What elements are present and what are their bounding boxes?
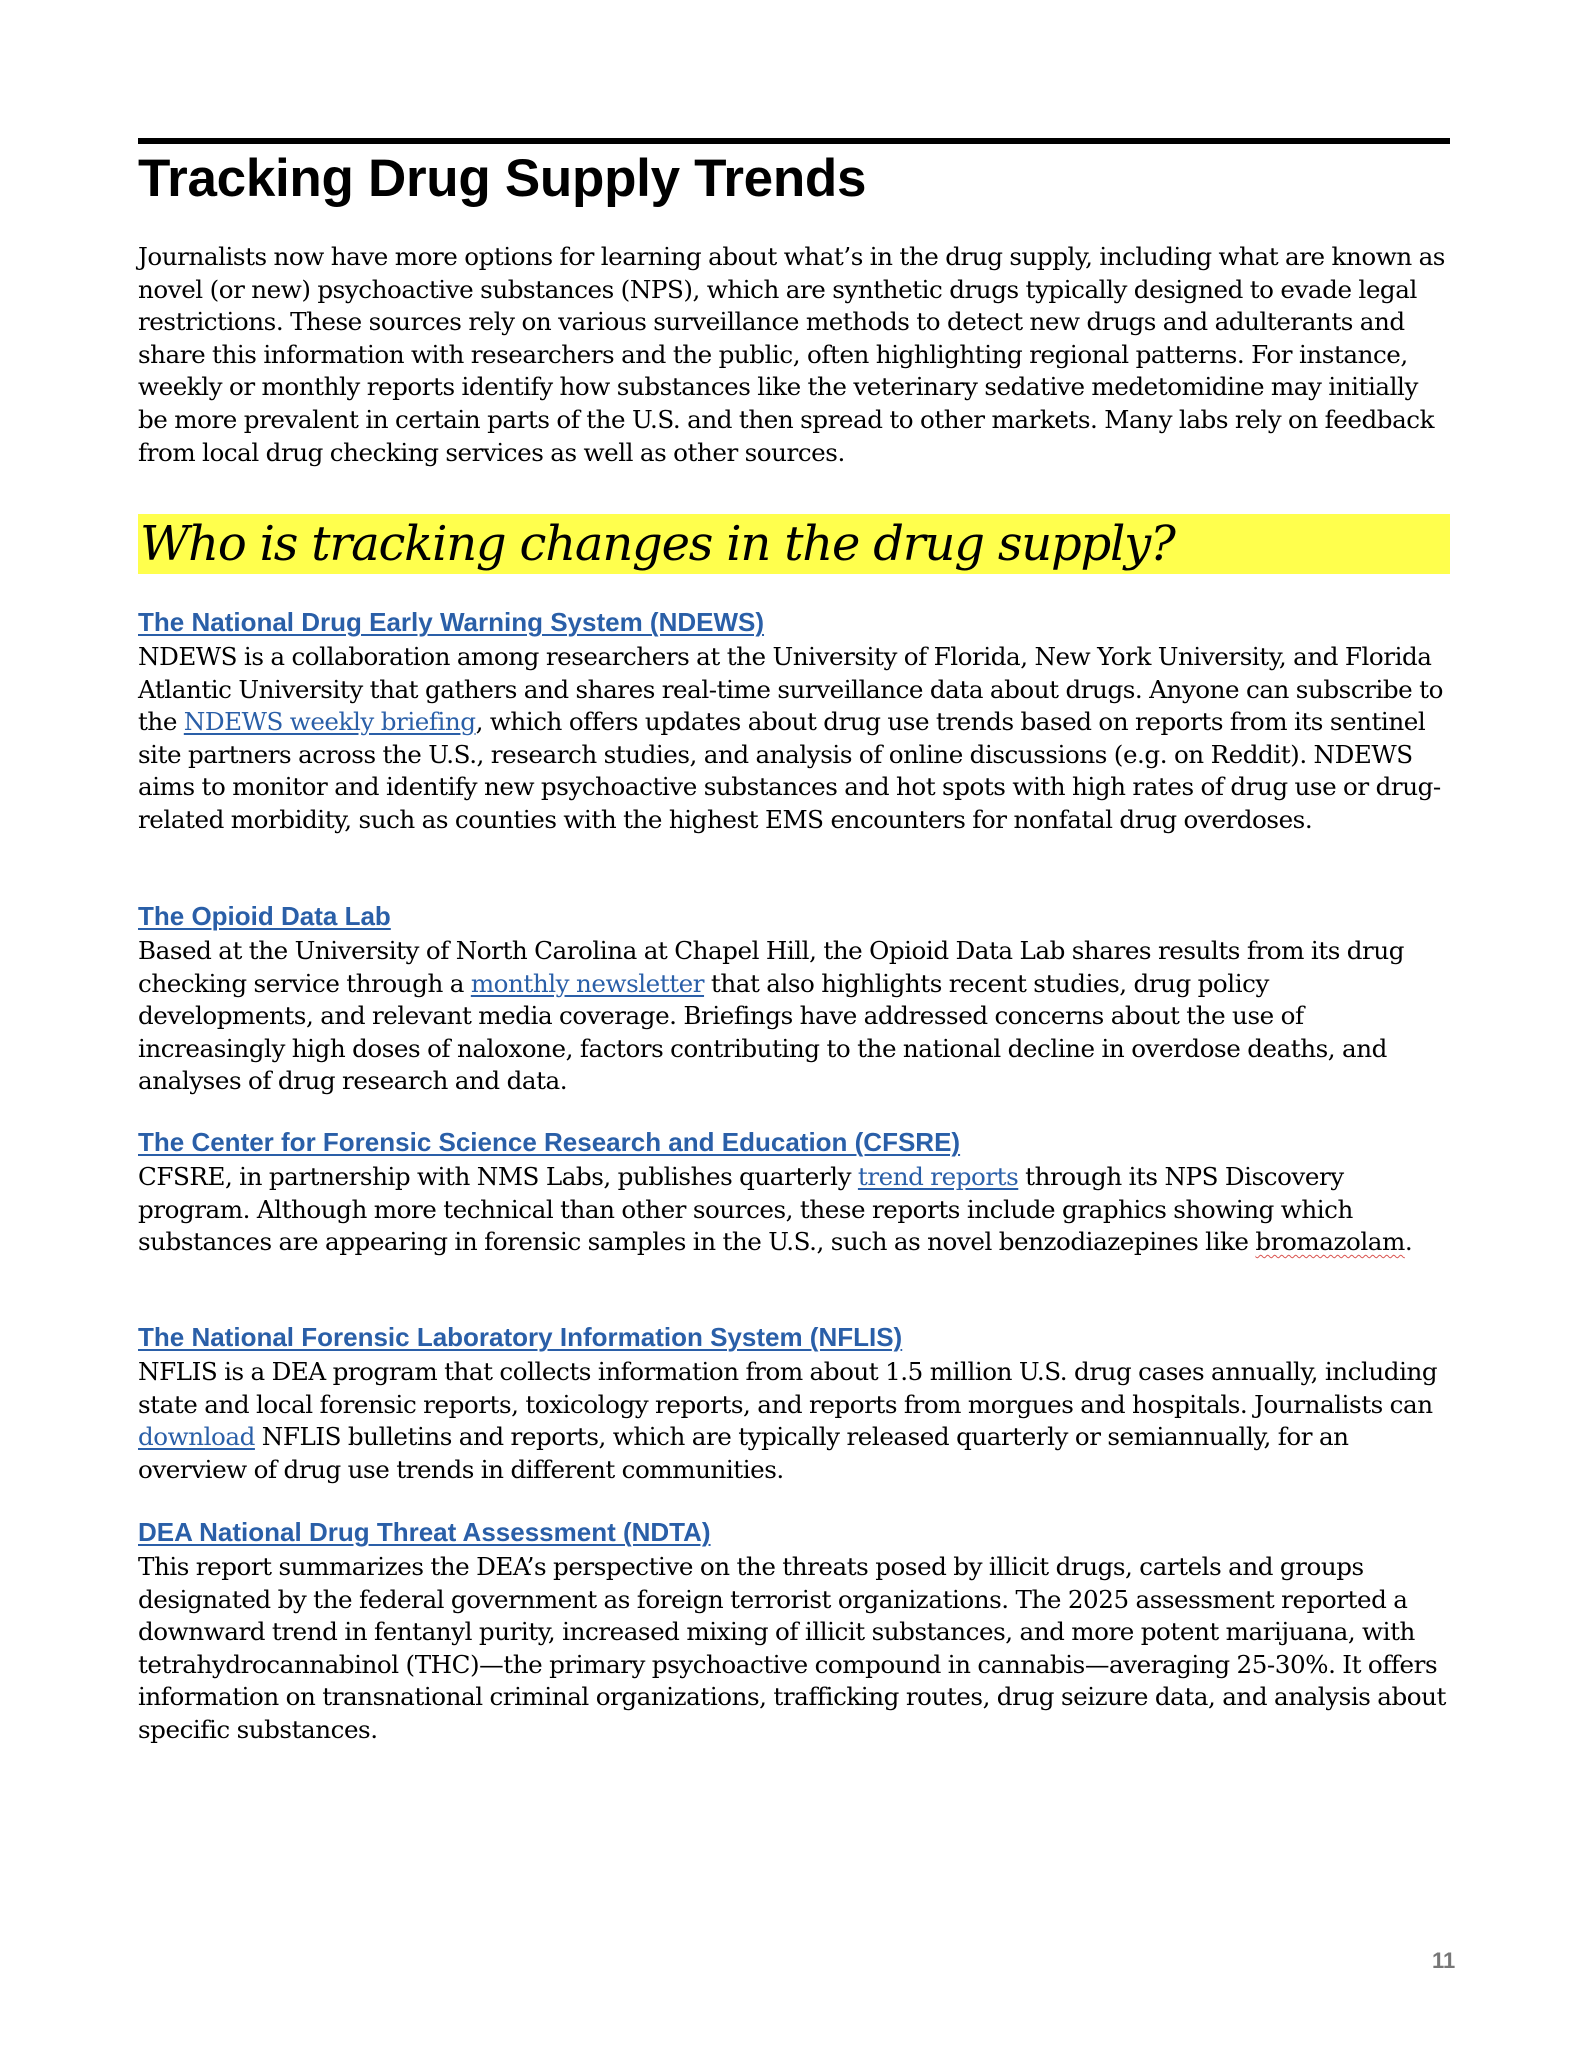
cfsre-text-middle: through its NPS Discovery program. Although more technical than other sources, these reports include graphics showing which substances are appearing in forensic samples in the U.S., such as novel benzodiazepines like — [138, 1162, 1353, 1257]
opioid-data-lab-title-link[interactable]: The Opioid Data Lab — [138, 901, 391, 931]
section-ndta — [138, 1515, 1450, 1747]
cfsre-paragraph — [138, 1161, 1450, 1259]
ndews-paragraph — [138, 641, 1450, 837]
top-rule — [138, 138, 1450, 144]
download-link[interactable]: download — [138, 1422, 255, 1452]
spellcheck-marked-word: bromazolam — [1255, 1227, 1405, 1257]
section-nflis — [138, 1320, 1450, 1486]
cfsre-title-link[interactable]: The Center for Forensic Science Research and Education (CFSRE) — [138, 1127, 961, 1157]
page-title: Tracking Drug Supply Trends — [138, 149, 867, 208]
nflis-paragraph — [138, 1356, 1450, 1486]
cfsre-text-after: . — [1404, 1227, 1413, 1257]
cfsre-text-before: CFSRE, in partnership with NMS Labs, publishes quarterly — [138, 1162, 858, 1191]
section-cfsre — [138, 1125, 1450, 1259]
trend-reports-link[interactable]: trend reports — [857, 1162, 1019, 1191]
ndews-briefing-link[interactable]: NDEWS weekly briefing — [183, 707, 476, 737]
nflis-text-after: NFLIS bulletins and reports, which are typically released quarterly or semiannually, for an overview of drug use trends in different communities. — [138, 1422, 1349, 1484]
question-heading: Who is tracking changes in the drug supply? — [140, 516, 1175, 572]
odl-text-before: Based at the University of North Carolina at Chapel Hill, the Opioid Data Lab shares results from its drug checking service through a — [138, 936, 1405, 998]
monthly-newsletter-link[interactable]: monthly newsletter — [470, 968, 705, 998]
question-heading-highlight — [138, 514, 1450, 574]
odl-text-after: that also highlights recent studies, drug policy developments, and relevant media coverage. Briefings have addressed concerns about the use of increasingly high doses of naloxone, factors contributing to the national decline in overdose deaths, and analyses of drug research and data. — [138, 968, 1387, 1096]
intro-paragraph: Journalists now have more options for learning about what’s in the drug supply, including what are known as novel (or new) psychoactive substances (NPS), which are synthetic drugs typically designed to evade legal restrictions. These sources rely on various surveillance methods to detect new drugs and adulterants and share this information with researchers and the public, often highlighting regional patterns. For instance, weekly or monthly reports identify how substances like the veterinary sedative medetomidine may initially be more prevalent in certain parts of the U.S. and then spread to other markets. Many labs rely on feedback from local drug checking services as well as other sources. — [138, 242, 1445, 467]
ndta-title-link[interactable]: DEA National Drug Threat Assessment (NDTA) — [138, 1517, 711, 1547]
opioid-data-lab-paragraph — [138, 935, 1450, 1098]
ndews-title-link[interactable]: The National Drug Early Warning System (NDEWS) — [138, 607, 765, 637]
nflis-title-link[interactable]: The National Forensic Laboratory Information System (NFLIS) — [138, 1322, 903, 1352]
ndews-text-before: NDEWS is a collaboration among researchers at the University of Florida, New York University, and Florida Atlantic University that gathers and shares real-time surveillance data about drugs. Anyone can subscribe to the — [138, 642, 1443, 737]
page-number: 11 — [1432, 1948, 1456, 1973]
ndews-text-after: , which offers updates about drug use trends based on reports from its sentinel site partners across the U.S., research studies, and analysis of online discussions (e.g. on Reddit). NDEWS aims to monitor and identify new psychoactive substances and hot spots with high rates of drug use or drug-related morbidity, such as counties with the highest EMS encounters for nonfatal drug overdoses. — [138, 707, 1441, 834]
section-ndews — [138, 605, 1450, 837]
nflis-text-before: NFLIS is a DEA program that collects information from about 1.5 million U.S. drug cases annually, including state and local forensic reports, toxicology reports, and reports from morgues and hospitals. Journalists can — [138, 1357, 1438, 1419]
section-opioid-data-lab — [138, 899, 1450, 1098]
ndta-paragraph: This report summarizes the DEA’s perspective on the threats posed by illicit drugs, cartels and groups designated by the federal government as foreign terrorist organizations. The 2025 assessment reported a downward trend in fentanyl purity, increased mixing of illicit substances, and more potent marijuana, with tetrahydrocannabinol (THC)—the primary psychoactive compound in cannabis—averaging 25-30%. It offers information on transnational criminal organizations, trafficking routes, drug seizure data, and analysis about specific substances. — [138, 1552, 1446, 1744]
